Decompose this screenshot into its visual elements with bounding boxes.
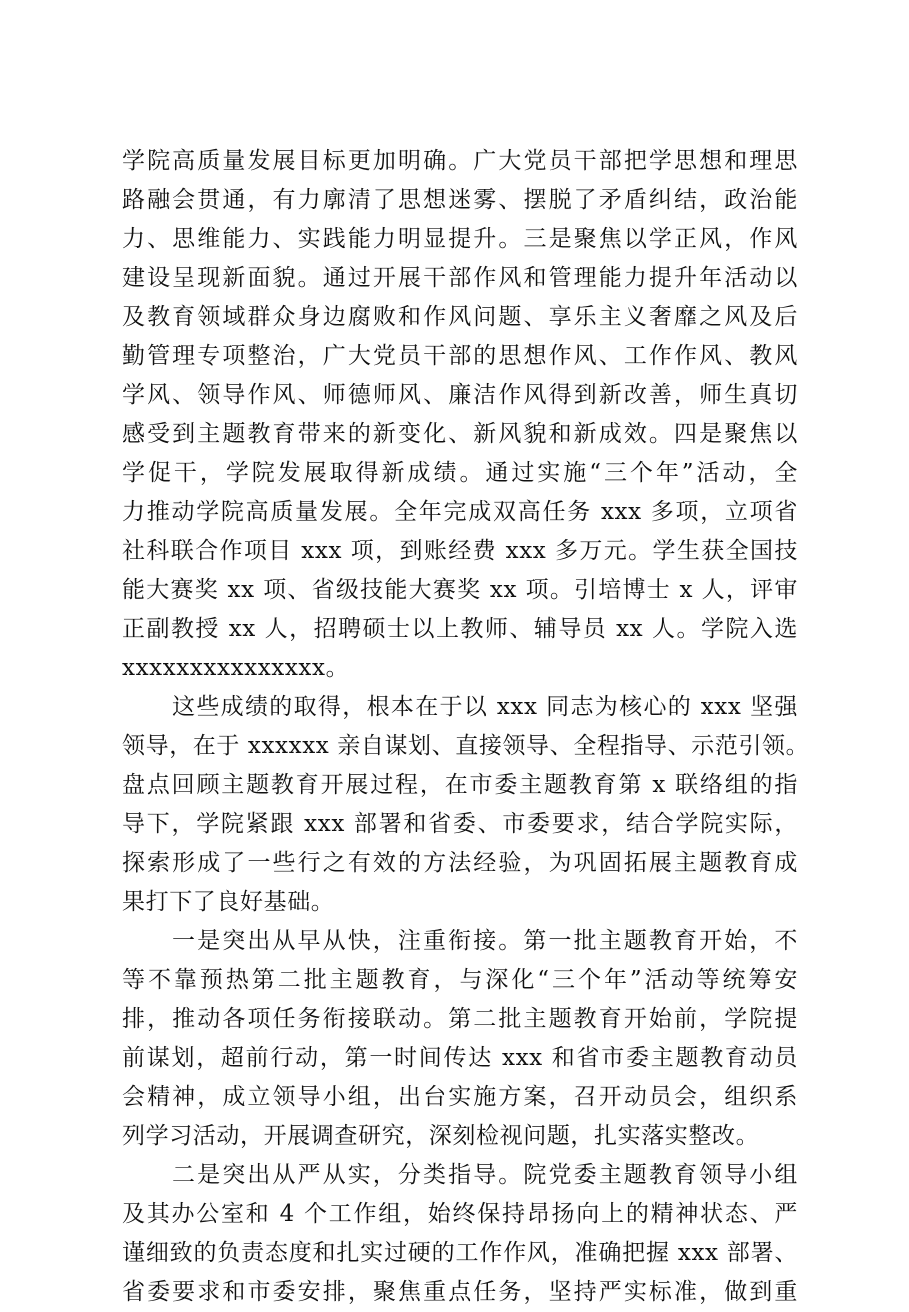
text-line: 领导，在于 xxxxxx 亲自谋划、直接领导、全程指导、示范引领。 xyxy=(122,733,810,759)
text-line: 学风、领导作风、师德师风、廉洁作风得到新改善，师生真切 xyxy=(122,382,798,408)
text-line: 力推动学院高质量发展。全年完成双高任务 xxx 多项，立项省 xyxy=(122,499,798,525)
document-body xyxy=(122,142,810,1312)
text-line: 果打下了良好基础。 xyxy=(122,889,335,915)
paragraph-first-line: 二是突出从严从实，分类指导。院党委主题教育领导小组 xyxy=(172,1162,798,1188)
text-line: 社科联合作项目 xxx 项，到账经费 xxx 多万元。学生获全国技 xyxy=(122,538,798,564)
text-line: 省委要求和市委安排，聚焦重点任务，坚持严实标准，做到重 xyxy=(122,1279,798,1305)
text-line: 列学习活动，开展调查研究，深刻检视问题，扎实落实整改。 xyxy=(122,1123,760,1149)
paragraph-first-line: 这些成绩的取得，根本在于以 xxx 同志为核心的 xxx 坚强 xyxy=(172,694,798,720)
text-line: 及其办公室和 4 个工作组，始终保持昂扬向上的精神状态、严 xyxy=(122,1201,798,1227)
text-line: 导下，学院紧跟 xxx 部署和省委、市委要求，结合学院实际， xyxy=(122,811,798,837)
text-line: 力、思维能力、实践能力明显提升。三是聚焦以学正风，作风 xyxy=(122,226,798,252)
text-line: 前谋划，超前行动，第一时间传达 xxx 和省市委主题教育动员 xyxy=(122,1045,798,1071)
text-line: 探索形成了一些行之有效的方法经验，为巩固拓展主题教育成 xyxy=(122,850,798,876)
text-line: 感受到主题教育带来的新变化、新风貌和新成效。四是聚焦以 xyxy=(122,421,798,447)
paragraph-first-line: 一是突出从早从快，注重衔接。第一批主题教育开始，不 xyxy=(172,928,798,954)
text-line: 及教育领域群众身边腐败和作风问题、享乐主义奢靡之风及后 xyxy=(122,304,798,330)
text-line: xxxxxxxxxxxxxxx。 xyxy=(122,655,350,681)
text-line: 谨细致的负责态度和扎实过硬的工作作风，准确把握 xxx 部署、 xyxy=(122,1240,798,1266)
text-line: 学促干，学院发展取得新成绩。通过实施“三个年”活动，全 xyxy=(122,460,798,486)
text-line: 建设呈现新面貌。通过开展干部作风和管理能力提升年活动以 xyxy=(122,265,798,291)
text-line: 学院高质量发展目标更加明确。广大党员干部把学思想和理思 xyxy=(122,148,798,174)
text-line: 等不靠预热第二批主题教育，与深化“三个年”活动等统筹安 xyxy=(122,967,798,993)
text-line: 正副教授 xx 人，招聘硕士以上教师、辅导员 xx 人。学院入选 xyxy=(122,616,798,642)
text-line: 勤管理专项整治，广大党员干部的思想作风、工作作风、教风 xyxy=(122,343,798,369)
text-line: 能大赛奖 xx 项、省级技能大赛奖 xx 项。引培博士 x 人，评审 xyxy=(122,577,798,603)
text-line: 盘点回顾主题教育开展过程，在市委主题教育第 x 联络组的指 xyxy=(122,772,798,798)
text-line: 路融会贯通，有力廓清了思想迷雾、摆脱了矛盾纠结，政治能 xyxy=(122,187,798,213)
text-line: 会精神，成立领导小组，出台实施方案，召开动员会，组织系 xyxy=(122,1084,798,1110)
text-line: 排，推动各项任务衔接联动。第二批主题教育开始前，学院提 xyxy=(122,1006,798,1032)
